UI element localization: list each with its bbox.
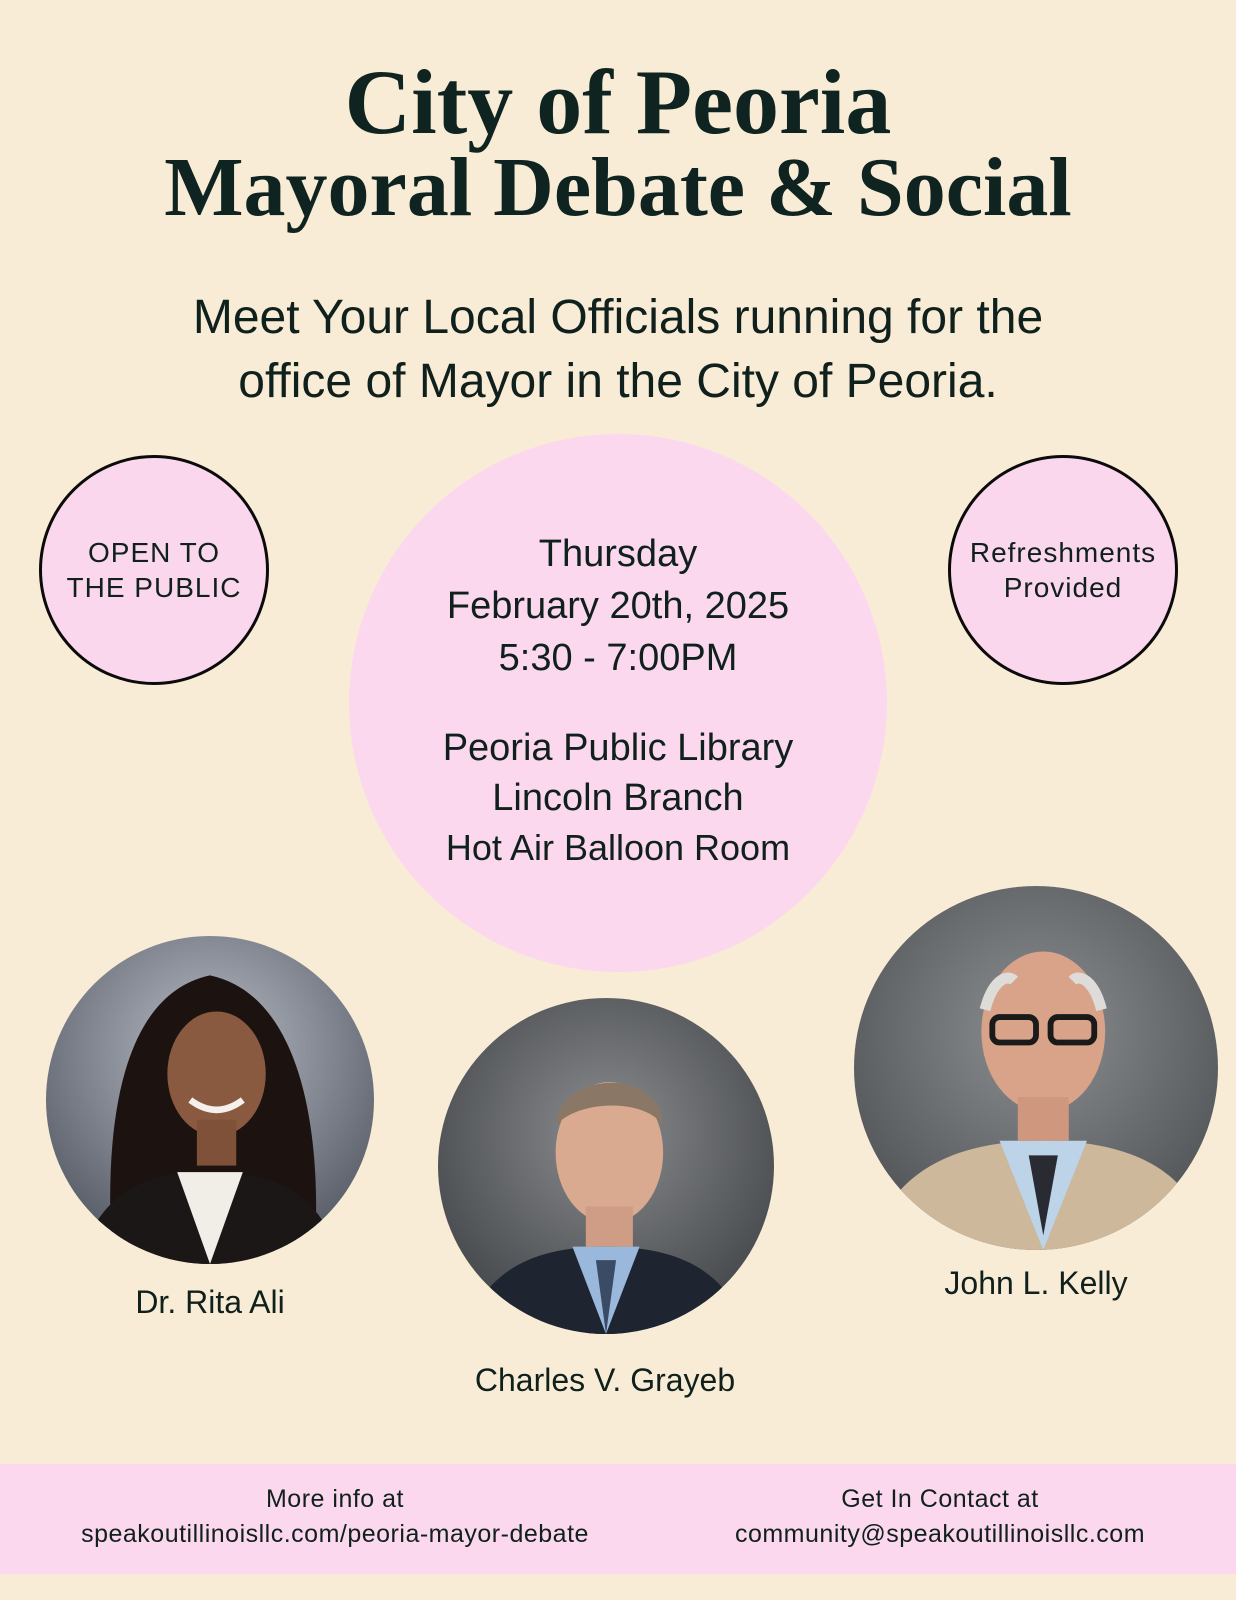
candidate-photo-charles-grayeb	[438, 998, 774, 1334]
footer-contact-label: Get In Contact at	[841, 1485, 1039, 1513]
event-room: Hot Air Balloon Room	[445, 827, 791, 868]
event-location	[349, 723, 887, 873]
event-day: Thursday	[538, 533, 698, 575]
badge-left-line-1: OPEN TO	[87, 537, 220, 568]
candidate-photo-rita-ali	[46, 936, 374, 1264]
event-time: 5:30 - 7:00PM	[498, 637, 738, 679]
event-date: February 20th, 2025	[446, 585, 790, 627]
footer-more-info	[40, 1482, 630, 1552]
open-to-public-badge	[39, 455, 269, 685]
refreshments-badge	[948, 455, 1178, 685]
footer-contact-email[interactable]: community@speakoutillinoisllc.com	[734, 1520, 1146, 1548]
candidate-name-rita-ali: Dr. Rita Ali	[135, 1284, 285, 1320]
candidate-photo-john-kelly	[854, 886, 1218, 1250]
event-details-circle	[349, 434, 887, 972]
badge-right-line-2: Provided	[1003, 572, 1123, 603]
badge-left-line-2: THE PUBLIC	[66, 572, 242, 603]
page-title-line-2: Mayoral Debate & Social	[164, 141, 1072, 234]
candidate-name-john-kelly: John L. Kelly	[944, 1265, 1128, 1301]
footer-more-info-link[interactable]: speakoutillinoisllc.com/peoria-mayor-debate	[81, 1520, 589, 1548]
footer-bar	[0, 1464, 1236, 1574]
footer-contact	[660, 1482, 1220, 1552]
candidate-name-charles-grayeb: Charles V. Grayeb	[474, 1362, 736, 1398]
badge-right-line-1: Refreshments	[969, 537, 1157, 568]
event-date-time	[349, 528, 887, 684]
event-branch: Lincoln Branch	[492, 777, 744, 819]
subtitle	[0, 286, 1236, 414]
page-title-line-1: City of Peoria	[344, 51, 892, 153]
footer-more-info-label: More info at	[265, 1485, 404, 1513]
event-venue: Peoria Public Library	[442, 727, 794, 769]
subtitle-line-1: Meet Your Local Officials running for the	[192, 291, 1044, 344]
subtitle-line-2: office of Mayor in the City of Peoria.	[238, 355, 998, 408]
